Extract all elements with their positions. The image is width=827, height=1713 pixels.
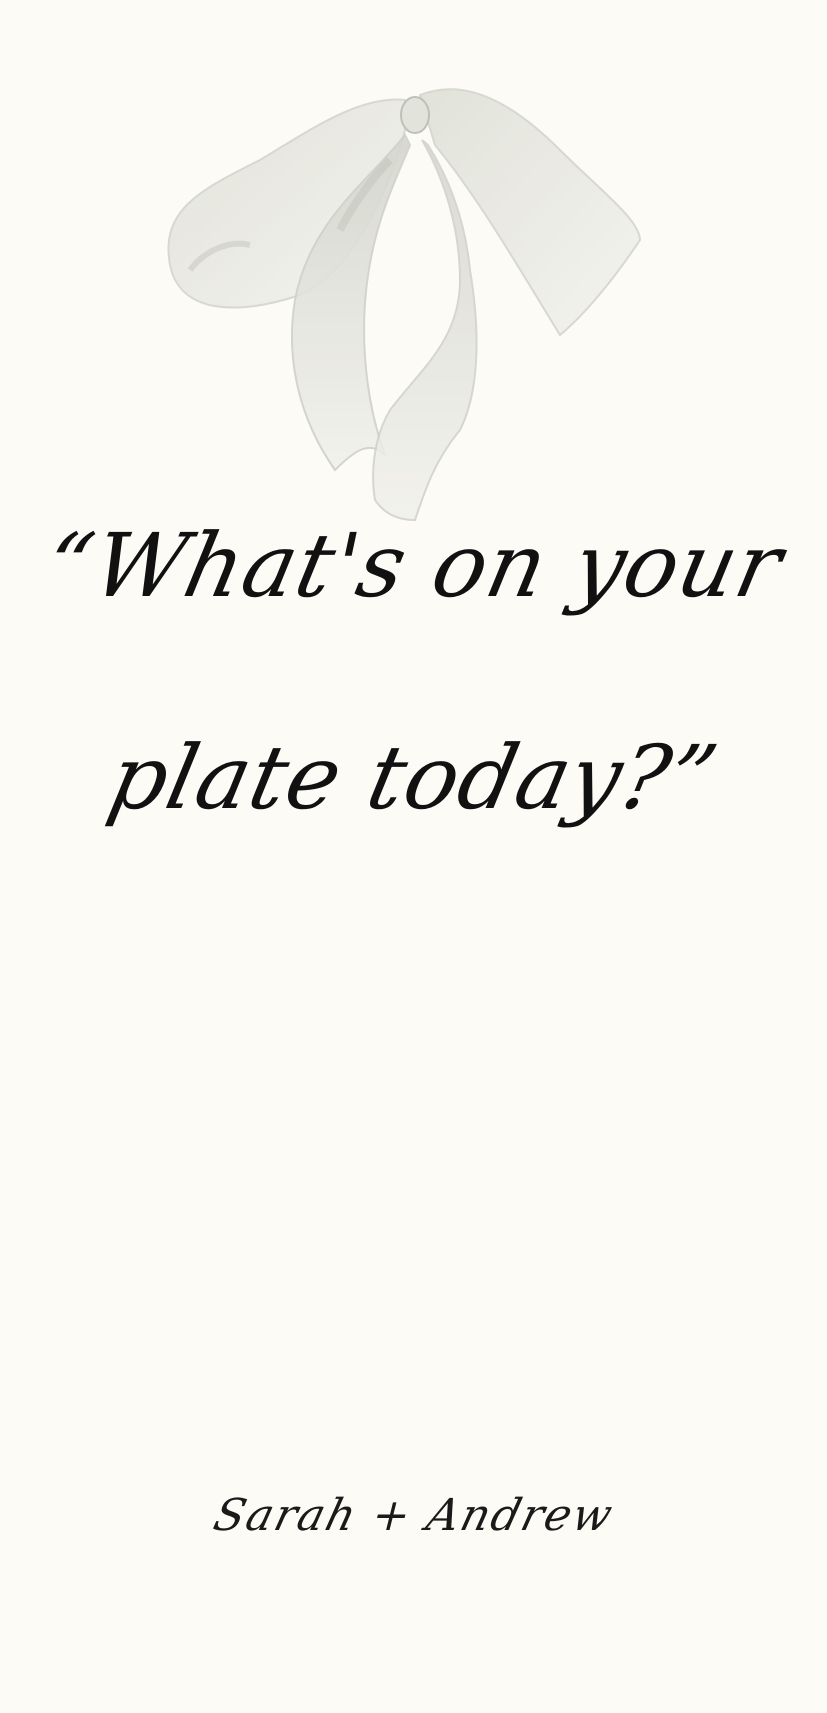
signature-text: Sarah + Andrew	[208, 1490, 619, 1541]
quote-line-1: “What's on your	[35, 514, 792, 617]
couple-signature	[0, 1490, 827, 1541]
quote-line-2: plate today?”	[100, 726, 727, 829]
quote-text	[0, 460, 827, 884]
